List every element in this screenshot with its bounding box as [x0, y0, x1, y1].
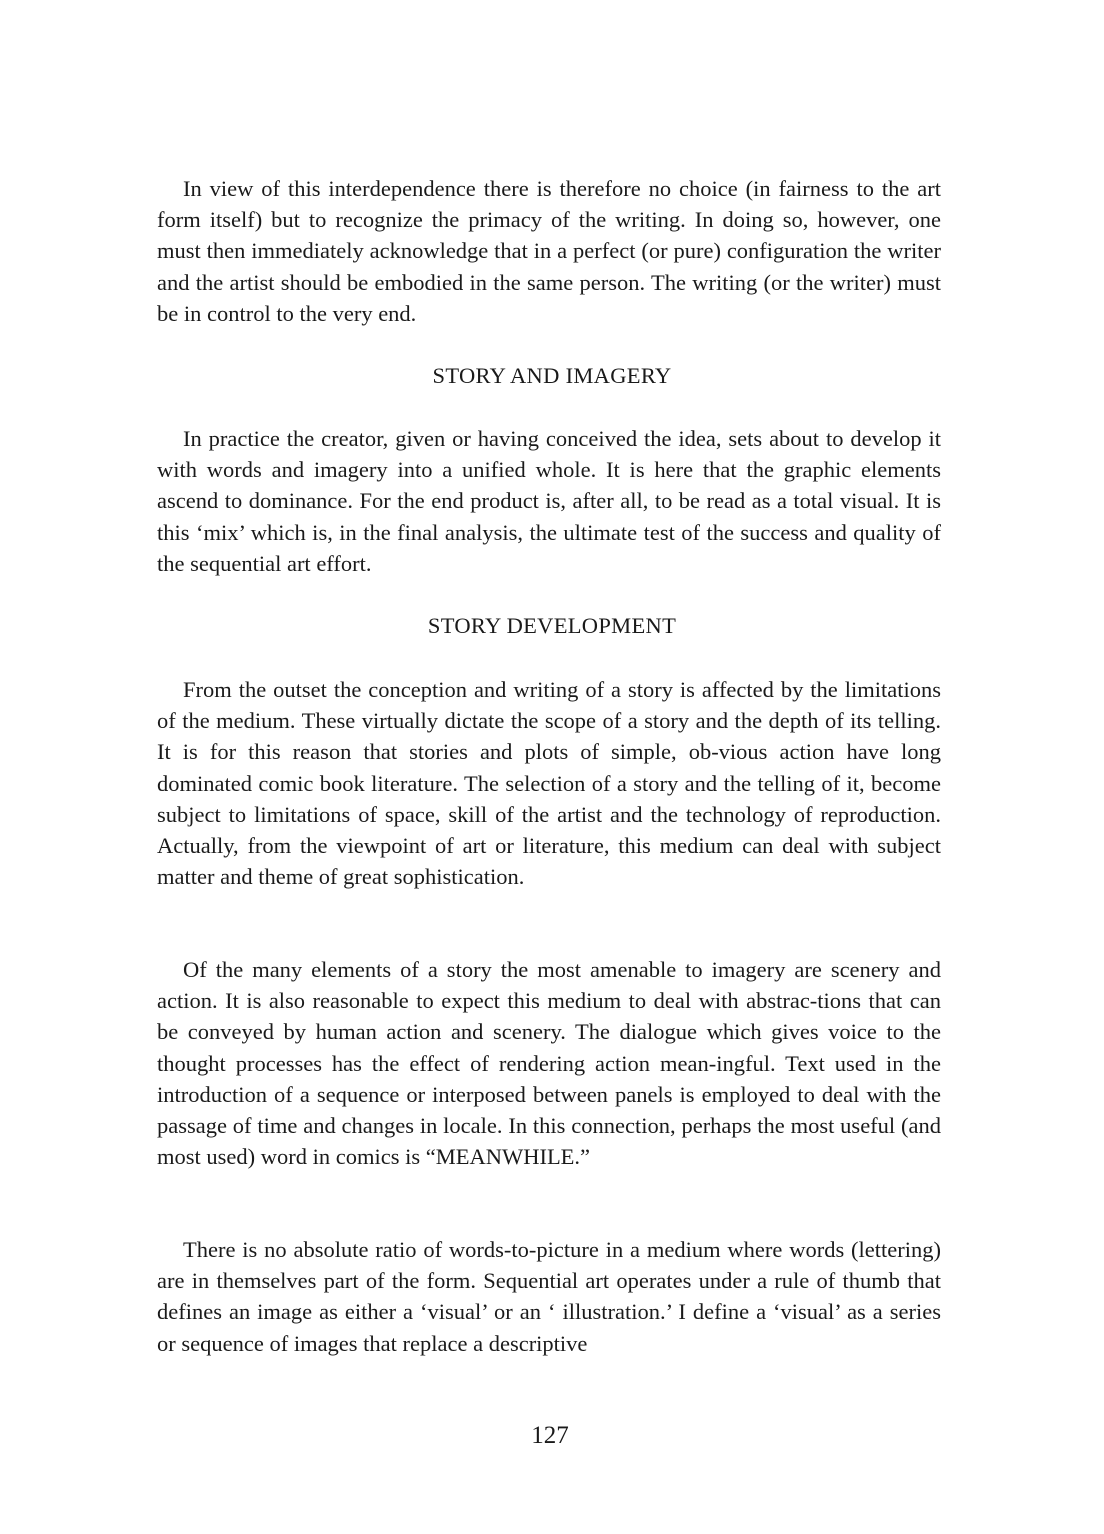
section-heading-story-and-imagery: STORY AND IMAGERY [432, 363, 672, 388]
section-heading-story-development: STORY DEVELOPMENT [427, 613, 677, 638]
paragraph-ratio: There is no absolute ratio of words-to-picture in a medium where words (lettering) are in themselves part of the form. Sequential art operates under a rule of thumb that defines an image as either a ‘visual’ or an ‘ illustration.’ I define a ‘visual’ as a series or sequence of images that replace a descriptive [157, 1237, 941, 1356]
paragraph-practice: In practice the creator, given or having conceived the idea, sets about to develop it with words and imagery into a unified whole. It is here that the graphic elements ascend to dominance. For the end product is, after all, to be read as a total visual. It is this ‘mix’ which is, in the final analysis, the ultimate test of the success and quality of the sequential art effort. [157, 426, 941, 576]
page-number: 127 [531, 1422, 569, 1449]
paragraph-interdependence: In view of this interdependence there is therefore no choice (in fairness to the art form itself) but to recognize the primacy of the writing. In doing so, however, one must then immediately acknowledge that in a perfect (or pure) configuration the writer and the artist should be embodied in the same person. The writing (or the writer) must be in control to the very end. [157, 176, 941, 326]
paragraph-outset: From the outset the conception and writing of a story is affected by the limitations of the medium. These virtually dictate the scope of a story and the depth of its telling. It is for this reason that stories and plots of simple, ob-vious action have long dominated comic book literature. The selection of a story and the telling of it, become subject to limitations of space, skill of the artist and the technology of reproduction. Actually, from the viewpoint of art or literature, this medium can deal with subject matter and theme of great sophistication. [157, 677, 941, 890]
paragraph-elements: Of the many elements of a story the most amenable to imagery are scenery and action. It is also reasonable to expect this medium to deal with abstrac-tions that can be conveyed by human action and scenery. The dialogue which gives voice to the thought processes has the effect of rendering action mean-ingful. Text used in the introduction of a sequence or interposed between panels is employed to deal with the passage of time and changes in locale. In this connection, perhaps the most useful (and most used) word in comics is “MEANWHILE.” [157, 957, 941, 1170]
